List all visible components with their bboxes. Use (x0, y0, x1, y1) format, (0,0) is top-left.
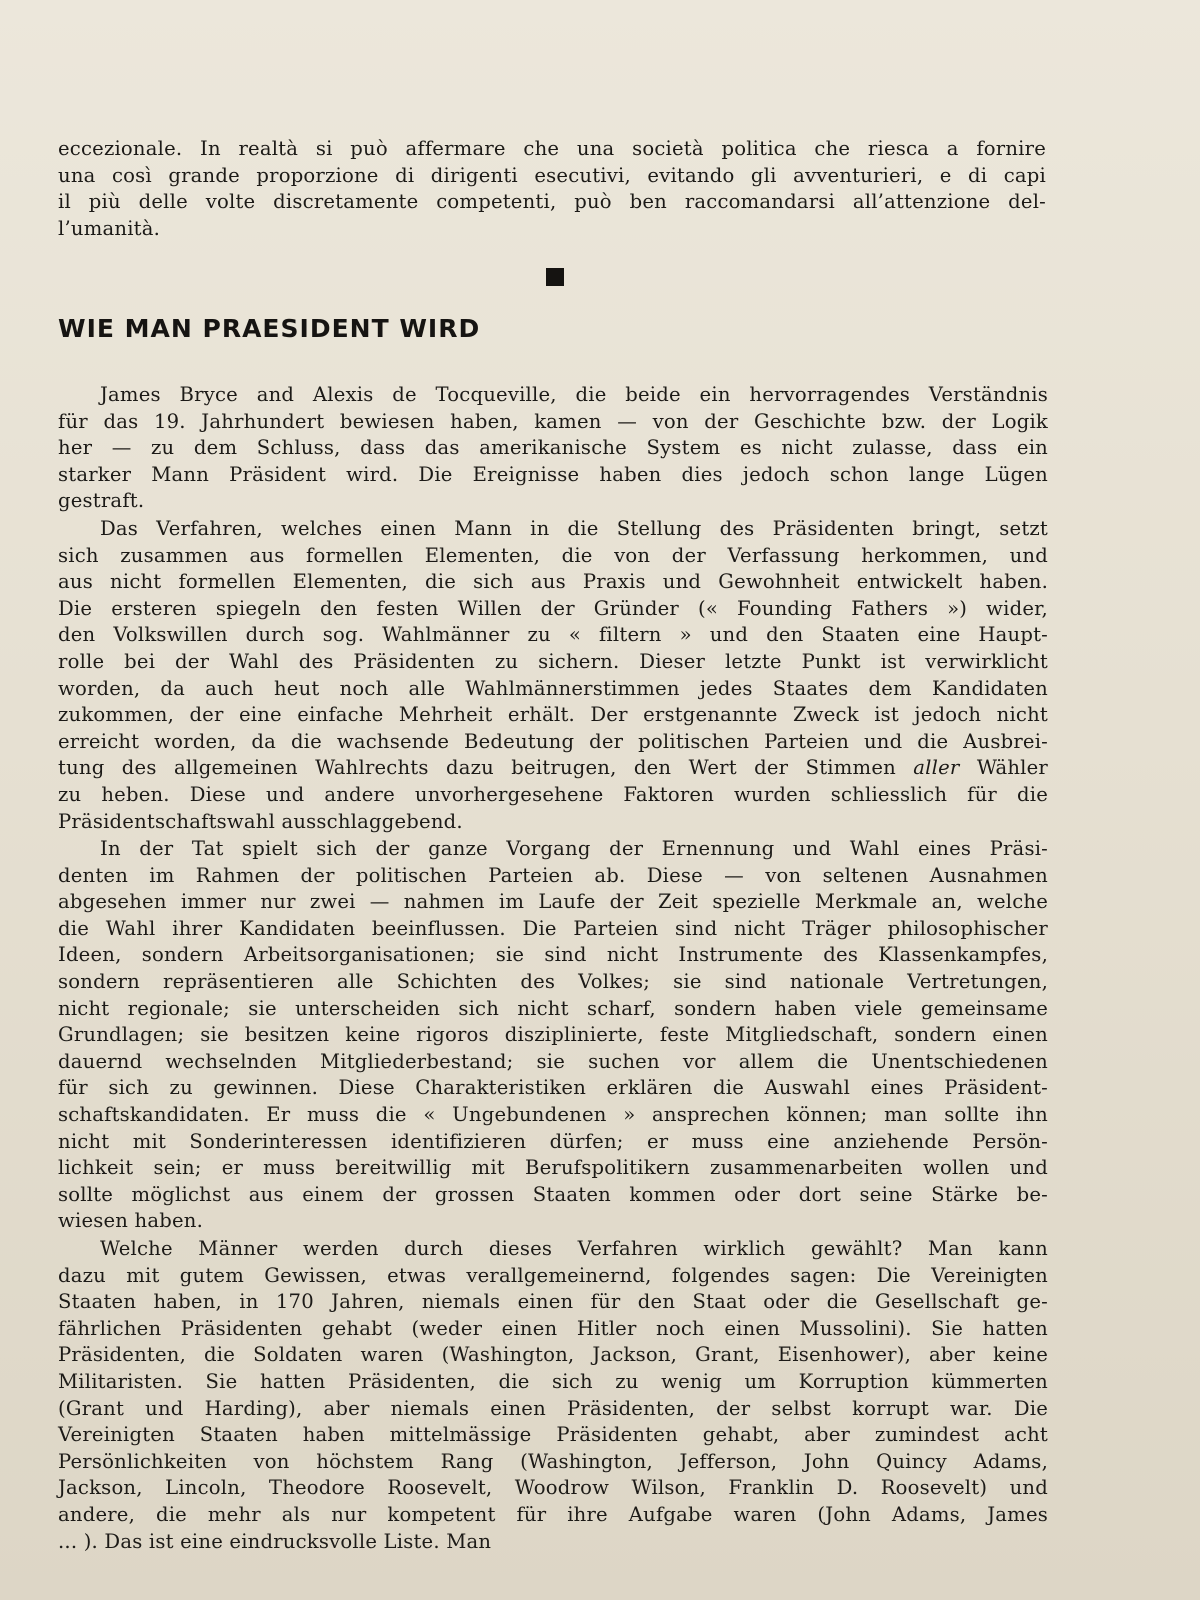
text-line: Grundlagen; sie besitzen keine rigoros disziplinierte, feste Mitgliedschaft, sondern einen (58, 1023, 1048, 1047)
text-line: aus nicht formellen Elementen, die sich aus Praxis und Gewohnheit entwickelt haben. (58, 570, 1048, 594)
text-line: tung des allgemeinen Wahlrechts dazu beitrugen, den Wert der Stimmen aller Wähler (58, 756, 1049, 780)
intro-line: il più delle volte discretamente competenti, può ben raccomandarsi all’attenzione del- (58, 190, 1046, 214)
text-line: nicht regionale; sie unterscheiden sich nicht scharf, sondern haben viele gemeinsame (58, 996, 1048, 1020)
text-line: erreicht worden, da die wachsende Bedeutung der politischen Parteien und die Ausbrei- (58, 729, 1048, 753)
text-line: In der Tat spielt sich der ganze Vorgang der Ernennung und Wahl eines Präsi- (100, 837, 1048, 861)
text-line: wiesen haben. (58, 1209, 204, 1233)
paragraph (58, 836, 1048, 1235)
text-line: zu heben. Diese und andere unvorhergesehene Faktoren wurden schliesslich für die (58, 782, 1048, 806)
text-line: Persönlichkeiten von höchstem Rang (Washington, Jefferson, John Quincy Adams, (58, 1449, 1048, 1473)
text-line: ... ). Das ist eine eindrucksvolle Liste. Man (58, 1529, 492, 1553)
text-line: für sich zu gewinnen. Diese Charakteristiken erklären die Auswahl eines Präsident- (58, 1076, 1048, 1100)
paragraph (58, 382, 1048, 515)
text-line: schaftskandidaten. Er muss die « Ungebundenen » ansprechen können; man sollte ihn (58, 1103, 1048, 1127)
text-line: Vereinigten Staaten haben mittelmässige Präsidenten gehabt, aber zumindest acht (58, 1423, 1048, 1447)
section-heading: WIE MAN PRAESIDENT WIRD (58, 314, 481, 343)
paragraph (58, 516, 1048, 835)
text-line: her — zu dem Schluss, dass das amerikanische System es nicht zulasse, dass ein (58, 436, 1048, 460)
text-line: fährlichen Präsidenten gehabt (weder einen Hitler noch einen Mussolini). Sie hatten (58, 1316, 1048, 1340)
text-line: denten im Rahmen der politischen Parteien ab. Diese — von seltenen Ausnahmen (58, 863, 1048, 887)
section-separator-square (546, 268, 564, 286)
text-line: sondern repräsentieren alle Schichten des Volkes; sie sind nationale Vertretungen, (58, 970, 1048, 994)
text-line: sollte möglichst aus einem der grossen Staaten kommen oder dort seine Stärke be- (58, 1182, 1048, 1206)
text-line: rolle bei der Wahl des Präsidenten zu sichern. Dieser letzte Punkt ist verwirklicht (58, 649, 1048, 673)
intro-line: eccezionale. In realtà si può affermare che una società politica che riesca a fornire (58, 137, 1046, 160)
text-line: James Bryce and Alexis de Tocqueville, die beide ein hervorragendes Verständnis (100, 383, 1048, 406)
text-line: für das 19. Jahrhundert bewiesen haben, kamen — von der Geschichte bzw. der Logik (58, 409, 1048, 433)
text-line: dazu mit gutem Gewissen, etwas verallgemeinernd, folgendes sagen: Die Vereinigten (58, 1263, 1048, 1287)
text-line: Ideen, sondern Arbeitsorganisationen; sie sind nicht Instrumente des Klassenkampfes, (58, 943, 1048, 967)
text-line: Jackson, Lincoln, Theodore Roosevelt, Woodrow Wilson, Franklin D. Roosevelt) und (58, 1476, 1048, 1500)
intro-line: l’umanità. (58, 216, 161, 240)
text-line: dauernd wechselnden Mitgliederbestand; sie suchen vor allem die Unentschiedenen (58, 1049, 1048, 1073)
text-line: starker Mann Präsident wird. Die Ereignisse haben dies jedoch schon lange Lügen (58, 462, 1048, 486)
text-line: die Wahl ihrer Kandidaten beeinflussen. Die Parteien sind nicht Träger philosophischer (58, 916, 1048, 940)
text-line: zukommen, der eine einfache Mehrheit erhält. Der erstgenannte Zweck ist jedoch nicht (58, 703, 1048, 727)
intro-line: una così grande proporzione di dirigenti esecutivi, evitando gli avventurieri, e di capi (58, 163, 1046, 187)
text-line: Präsidentschaftswahl ausschlaggebend. (58, 809, 463, 833)
body-text (58, 382, 1048, 1556)
text-line: gestraft. (58, 489, 145, 513)
text-line: Staaten haben, in 170 Jahren, niemals einen für den Staat oder die Gesellschaft ge- (58, 1290, 1048, 1314)
text-line: nicht mit Sonderinteressen identifizieren dürfen; er muss eine anziehende Persön- (58, 1129, 1048, 1153)
text-line: Das Verfahren, welches einen Mann in die Stellung des Präsidenten bringt, setzt (100, 516, 1048, 540)
paragraph (58, 1236, 1048, 1555)
text-line: Präsidenten, die Soldaten waren (Washington, Jackson, Grant, Eisenhower), aber keine (58, 1343, 1048, 1367)
text-line: den Volkswillen durch sog. Wahlmänner zu « filtern » und den Staaten eine Haupt- (58, 623, 1048, 647)
text-line: abgesehen immer nur zwei — nahmen im Laufe der Zeit spezielle Merkmale an, welche (58, 890, 1048, 914)
text-line: Die ersteren spiegeln den festen Willen der Gründer (« Founding Fathers ») wider, (58, 596, 1048, 620)
text-line: Welche Männer werden durch dieses Verfahren wirklich gewählt? Man kann (100, 1237, 1048, 1260)
intro-paragraph (58, 136, 1046, 242)
text-line: (Grant und Harding), aber niemals einen Präsidenten, der selbst korrupt war. Die (58, 1396, 1048, 1420)
text-line: worden, da auch heut noch alle Wahlmännerstimmen jedes Staates dem Kandidaten (58, 676, 1048, 700)
text-line: sich zusammen aus formellen Elementen, die von der Verfassung herkommen, und (58, 543, 1048, 567)
text-line: lichkeit sein; er muss bereitwillig mit Berufspolitikern zusammenarbeiten wollen und (58, 1156, 1048, 1180)
text-line: Militaristen. Sie hatten Präsidenten, die sich zu wenig um Korruption kümmerten (58, 1369, 1048, 1393)
text-line: andere, die mehr als nur kompetent für ihre Aufgabe waren (John Adams, James (58, 1502, 1048, 1526)
